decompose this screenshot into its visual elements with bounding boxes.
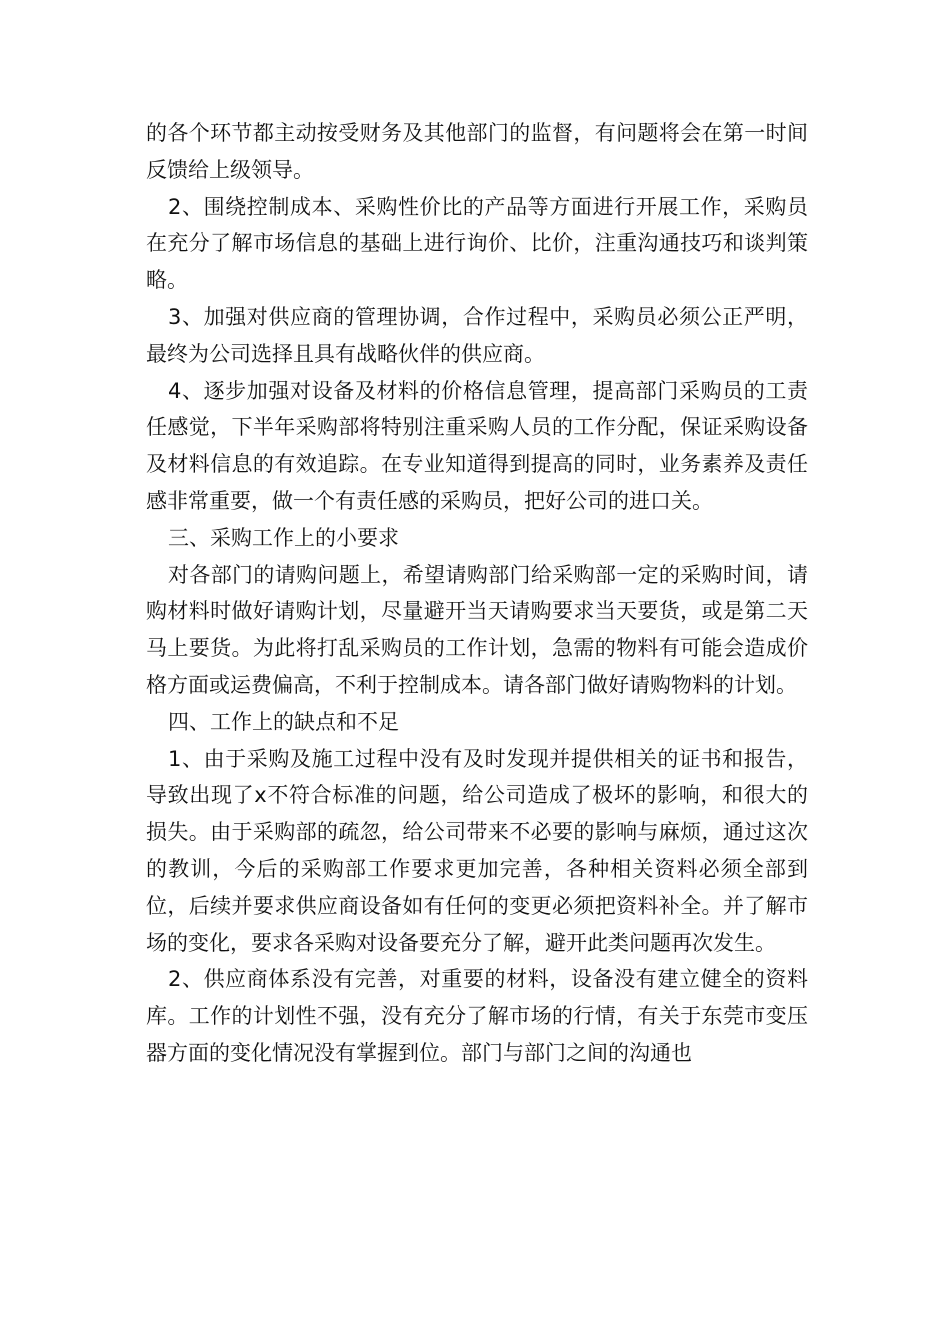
- paragraph-shortcoming-1: 1、由于采购及施工过程中没有及时发现并提供相关的证书和报告，导致出现了x不符合标准的问题，给公司造成了极坏的影响，和很大的损失。由于采购部的疏忽，给公司带来不必要的影响与麻烦，通过这次的教训，今后的采购部工作要求更加完善，各种相关资料必须全部到位，后续并要求供应商设备如有任何的变更必须把资料补全。并了解市场的变化，要求各采购对设备要充分了解，避开此类问题再次发生。: [146, 746, 808, 955]
- paragraph-item-4: 4、逐步加强对设备及材料的价格信息管理，提高部门采购员的工责任感觉，下半年采购部将特别注重采购人员的工作分配，保证采购设备及材料信息的有效追踪。在专业知道得到提高的同时，业务素养及责任感非常重要，做一个有责任感的采购员，把好公司的进口关。: [146, 378, 808, 513]
- section-heading-three: 三、采购工作上的小要求: [168, 525, 399, 550]
- paragraph-item-2: 2、围绕控制成本、采购性价比的产品等方面进行开展工作，采购员在充分了解市场信息的基础上进行询价、比价，注重沟通技巧和谈判策略。: [146, 194, 808, 293]
- paragraph-purchase-requests: 对各部门的请购问题上，希望请购部门给采购部一定的采购时间，请购材料时做好请购计划，尽量避开当天请购要求当天要货，或是第二天马上要货。为此将打乱采购员的工作计划，急需的物料有可能会造成价格方面或运费偏高，不利于控制成本。请各部门做好请购物料的计划。: [146, 562, 808, 697]
- section-heading-four: 四、工作上的缺点和不足: [168, 709, 399, 734]
- document-body: [146, 115, 808, 1072]
- paragraph-shortcoming-2: 2、供应商体系没有完善，对重要的材料，设备没有建立健全的资料库。工作的计划性不强，没有充分了解市场的行情，有关于东莞市变压器方面的变化情况没有掌握到位。部门与部门之间的沟通也: [146, 967, 808, 1065]
- paragraph-continuation: 的各个环节都主动按受财务及其他部门的监督，有问题将会在第一时间反馈给上级领导。: [146, 121, 808, 182]
- paragraph-item-3: 3、加强对供应商的管理协调，合作过程中，采购员必须公正严明，最终为公司选择且具有战略伙伴的供应商。: [146, 304, 808, 366]
